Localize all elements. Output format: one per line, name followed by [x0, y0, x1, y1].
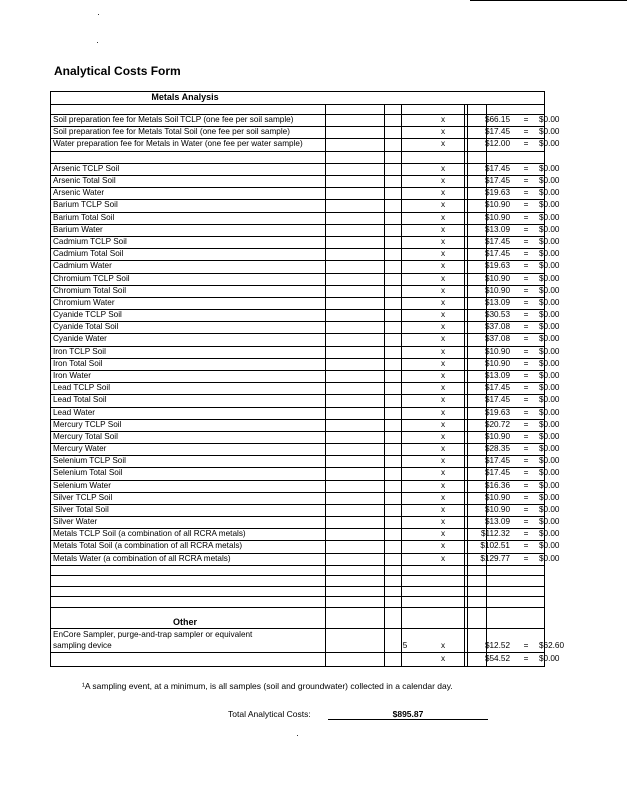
table-row [50, 333, 560, 345]
equals-sign: = [523, 115, 529, 124]
row-divider [50, 596, 545, 597]
table-row [50, 138, 560, 150]
line-total: $0.00 [539, 346, 560, 356]
item-description: Cyanide Total Soil [53, 322, 119, 332]
multiply-sign: x [440, 654, 446, 663]
quantity-field[interactable]: 5 [402, 641, 408, 650]
equals-sign: = [523, 346, 529, 356]
item-description: Water preparation fee for Metals in Water (one fee per water sample) [53, 139, 303, 149]
equals-sign: = [523, 310, 529, 320]
line-total: $0.00 [539, 468, 560, 478]
item-description: Mercury Total Soil [53, 431, 118, 441]
multiply-sign: x [440, 310, 446, 320]
equals-sign: = [523, 370, 529, 380]
footnote: ¹A sampling event, at a minimum, is all samples (soil and groundwater) collected in a calendar day. [82, 681, 453, 691]
multiply-sign: x [440, 224, 446, 234]
multiply-sign: x [440, 444, 446, 454]
item-description: Iron Water [53, 370, 91, 380]
table-row [50, 163, 560, 175]
table-row [50, 504, 560, 516]
multiply-sign: x [440, 504, 446, 514]
item-description: Silver Total Soil [53, 504, 109, 514]
line-total: $0.00 [539, 456, 560, 466]
unit-price: $10.90 [484, 200, 510, 210]
item-description: Selenium Water [53, 480, 111, 490]
line-total: $0.00 [539, 492, 560, 502]
table-row [50, 528, 560, 540]
line-total: $0.00 [539, 188, 560, 198]
equals-sign: = [523, 322, 529, 332]
equals-sign: = [523, 553, 529, 563]
line-total: $0.00 [539, 249, 560, 259]
table-row [50, 653, 560, 665]
unit-price: $12.52 [484, 641, 510, 650]
line-total: $0.00 [539, 176, 560, 186]
scan-speck [297, 735, 298, 736]
multiply-sign: x [440, 529, 446, 539]
item-description: Iron TCLP Soil [53, 346, 106, 356]
line-total: $0.00 [539, 285, 560, 295]
unit-price: $10.90 [484, 273, 510, 283]
unit-price: $112.32 [481, 529, 510, 539]
table-row [50, 467, 560, 479]
unit-price: $10.90 [484, 346, 510, 356]
equals-sign: = [523, 456, 529, 466]
table-row [50, 480, 560, 492]
line-total: $0.00 [539, 541, 560, 551]
table-row [50, 248, 560, 260]
item-description: EnCore Sampler, purge-and-trap sampler or equivalent [53, 630, 253, 639]
multiply-sign: x [440, 419, 446, 429]
item-description: Arsenic Total Soil [53, 176, 116, 186]
item-description-cont: sampling device [53, 641, 112, 650]
line-total: $0.00 [539, 504, 560, 514]
table-row [50, 260, 560, 272]
multiply-sign: x [440, 200, 446, 210]
line-total: $0.00 [539, 480, 560, 490]
table-row [50, 212, 560, 224]
equals-sign: = [523, 641, 529, 650]
metals-section-header: Metals Analysis [50, 92, 320, 105]
multiply-sign: x [440, 456, 446, 466]
item-description: Lead TCLP Soil [53, 383, 111, 393]
line-total: $0.00 [539, 395, 560, 405]
line-total: $0.00 [539, 163, 560, 173]
unit-price: $54.52 [484, 654, 510, 663]
line-total: $0.00 [539, 517, 560, 527]
line-total: $0.00 [539, 139, 560, 149]
equals-sign: = [523, 444, 529, 454]
table-row [50, 419, 560, 431]
equals-sign: = [523, 212, 529, 222]
item-description: Cadmium Total Soil [53, 249, 124, 259]
unit-price: $12.00 [484, 139, 510, 149]
unit-price: $17.45 [484, 127, 510, 137]
table-row [50, 394, 560, 406]
line-total: $0.00 [539, 310, 560, 320]
equals-sign: = [523, 541, 529, 551]
multiply-sign: x [440, 541, 446, 551]
multiply-sign: x [440, 383, 446, 393]
item-description: Lead Total Soil [53, 395, 107, 405]
unit-price: $66.15 [484, 115, 510, 124]
line-total: $0.00 [539, 236, 560, 246]
table-row [50, 382, 560, 394]
item-description: Mercury Water [53, 444, 107, 454]
line-total: $0.00 [539, 334, 560, 344]
item-description: Barium Water [53, 224, 103, 234]
unit-price: $17.45 [484, 176, 510, 186]
equals-sign: = [523, 127, 529, 137]
unit-price: $17.45 [484, 456, 510, 466]
line-total: $0.00 [539, 529, 560, 539]
unit-price: $129.77 [480, 553, 510, 563]
unit-price: $16.36 [484, 480, 510, 490]
table-row [50, 431, 560, 443]
unit-price: $17.45 [484, 395, 510, 405]
line-total: $0.00 [539, 431, 560, 441]
item-description: Soil preparation fee for Metals Soil TCLP (one fee per soil sample) [53, 115, 294, 124]
unit-price: $13.09 [484, 224, 510, 234]
table-row [50, 187, 560, 199]
item-description: Metals Total Soil (a combination of all RCRA metals) [53, 541, 243, 551]
multiply-sign: x [440, 236, 446, 246]
item-description: Arsenic Water [53, 188, 105, 198]
table-row [50, 455, 560, 467]
equals-sign: = [523, 480, 529, 490]
multiply-sign: x [440, 395, 446, 405]
multiply-sign: x [440, 322, 446, 332]
item-description: Chromium Total Soil [53, 285, 127, 295]
item-description: Silver Water [53, 517, 98, 527]
item-description: Barium TCLP Soil [53, 200, 118, 210]
multiply-sign: x [440, 358, 446, 368]
item-description: Soil preparation fee for Metals Total Soil (one fee per soil sample) [53, 127, 290, 137]
equals-sign: = [523, 273, 529, 283]
multiply-sign: x [440, 334, 446, 344]
table-row [50, 370, 560, 382]
multiply-sign: x [440, 553, 446, 563]
item-description: Selenium TCLP Soil [53, 456, 126, 466]
multiply-sign: x [440, 517, 446, 527]
table-row [50, 516, 560, 528]
equals-sign: = [523, 517, 529, 527]
unit-price: $37.08 [484, 334, 510, 344]
multiply-sign: x [440, 127, 446, 137]
unit-price: $17.45 [484, 163, 510, 173]
equals-sign: = [523, 492, 529, 502]
equals-sign: = [523, 431, 529, 441]
multiply-sign: x [440, 480, 446, 490]
table-row [50, 236, 560, 248]
multiply-sign: x [440, 468, 446, 478]
line-total: $0.00 [539, 654, 560, 663]
multiply-sign: x [440, 273, 446, 283]
line-total: $0.00 [539, 212, 560, 222]
equals-sign: = [523, 529, 529, 539]
equals-sign: = [523, 249, 529, 259]
equals-sign: = [523, 468, 529, 478]
table-row [50, 321, 560, 333]
total-value: $895.87 [328, 709, 488, 720]
multiply-sign: x [440, 115, 446, 124]
unit-price: $10.90 [484, 212, 510, 222]
equals-sign: = [523, 224, 529, 234]
form-title: Analytical Costs Form [54, 64, 181, 78]
item-description: Mercury TCLP Soil [53, 419, 122, 429]
unit-price: $13.09 [484, 297, 510, 307]
equals-sign: = [523, 297, 529, 307]
table-row [50, 358, 560, 370]
multiply-sign: x [440, 249, 446, 259]
unit-price: $13.09 [484, 370, 510, 380]
equals-sign: = [523, 163, 529, 173]
line-total: $0.00 [539, 127, 560, 137]
table-row [50, 346, 560, 358]
unit-price: $19.63 [484, 261, 510, 271]
table-row [50, 443, 560, 455]
multiply-sign: x [440, 407, 446, 417]
line-total: $0.00 [539, 200, 560, 210]
item-description: Lead Water [53, 407, 96, 417]
multiply-sign: x [440, 492, 446, 502]
unit-price: $17.45 [484, 468, 510, 478]
unit-price: $10.90 [484, 504, 510, 514]
multiply-sign: x [440, 370, 446, 380]
line-total: $0.00 [539, 383, 560, 393]
item-description: Cyanide TCLP Soil [53, 310, 122, 320]
multiply-sign: x [440, 297, 446, 307]
equals-sign: = [523, 395, 529, 405]
table-row [50, 175, 560, 187]
table-row [50, 629, 565, 652]
line-total: $0.00 [539, 358, 560, 368]
multiply-sign: x [440, 212, 446, 222]
total-label: Total Analytical Costs: [228, 709, 311, 719]
multiply-sign: x [440, 163, 446, 173]
table-row [50, 540, 560, 552]
equals-sign: = [523, 200, 529, 210]
item-description: Silver TCLP Soil [53, 492, 113, 502]
multiply-sign: x [440, 641, 446, 650]
equals-sign: = [523, 176, 529, 186]
other-section-header: Other [172, 617, 197, 627]
table-row [50, 224, 560, 236]
unit-price: $10.90 [484, 285, 510, 295]
line-total: $0.00 [539, 224, 560, 234]
line-total: $0.00 [539, 444, 560, 454]
line-total: $0.00 [539, 115, 560, 124]
equals-sign: = [523, 407, 529, 417]
multiply-sign: x [440, 188, 446, 198]
item-description: Arsenic TCLP Soil [53, 163, 120, 173]
equals-sign: = [523, 261, 529, 271]
multiply-sign: x [440, 346, 446, 356]
item-description: Cadmium TCLP Soil [53, 236, 127, 246]
unit-price: $17.45 [484, 383, 510, 393]
unit-price: $10.90 [484, 492, 510, 502]
unit-price: $20.72 [484, 419, 510, 429]
equals-sign: = [523, 654, 529, 663]
table-row [50, 492, 560, 504]
scan-speck [98, 14, 99, 15]
row-divider [50, 607, 545, 608]
unit-price: $102.51 [480, 541, 510, 551]
row-divider [50, 104, 545, 105]
item-description: Metals Water (a combination of all RCRA metals) [53, 553, 231, 563]
table-row [50, 126, 560, 138]
line-total: $0.00 [539, 322, 560, 332]
item-description: Cyanide Water [53, 334, 107, 344]
line-total: $62.60 [539, 641, 565, 650]
equals-sign: = [523, 504, 529, 514]
line-total: $0.00 [539, 419, 560, 429]
table-row [50, 285, 560, 297]
scan-speck [97, 42, 98, 43]
item-description: Iron Total Soil [53, 358, 103, 368]
equals-sign: = [523, 285, 529, 295]
equals-sign: = [523, 188, 529, 198]
line-total: $0.00 [539, 553, 560, 563]
table-row [50, 553, 560, 565]
table-row [50, 273, 560, 285]
table-row [50, 114, 560, 126]
row-divider [50, 586, 545, 587]
line-total: $0.00 [539, 370, 560, 380]
unit-price: $37.08 [484, 322, 510, 332]
multiply-sign: x [440, 285, 446, 295]
unit-price: $30.53 [484, 310, 510, 320]
table-row [50, 309, 560, 321]
equals-sign: = [523, 139, 529, 149]
table-row [50, 407, 560, 419]
unit-price: $17.45 [484, 236, 510, 246]
line-total: $0.00 [539, 407, 560, 417]
line-total: $0.00 [539, 297, 560, 307]
unit-price: $13.09 [484, 517, 510, 527]
unit-price: $19.63 [484, 407, 510, 417]
item-description: Chromium TCLP Soil [53, 273, 130, 283]
multiply-sign: x [440, 431, 446, 441]
equals-sign: = [523, 419, 529, 429]
table-row [50, 199, 560, 211]
top-edge-line [470, 0, 627, 1]
unit-price: $10.90 [484, 431, 510, 441]
row-divider [50, 565, 545, 566]
item-description: Selenium Total Soil [53, 468, 123, 478]
equals-sign: = [523, 383, 529, 393]
equals-sign: = [523, 236, 529, 246]
line-total: $0.00 [539, 261, 560, 271]
equals-sign: = [523, 358, 529, 368]
item-description: Chromium Water [53, 297, 115, 307]
unit-price: $28.35 [484, 444, 510, 454]
table-row [50, 297, 560, 309]
item-description: Cadmium Water [53, 261, 112, 271]
multiply-sign: x [440, 139, 446, 149]
row-divider [50, 575, 545, 576]
equals-sign: = [523, 334, 529, 344]
item-description: Barium Total Soil [53, 212, 115, 222]
multiply-sign: x [440, 261, 446, 271]
row-divider [50, 151, 545, 152]
unit-price: $19.63 [484, 188, 510, 198]
item-description: Metals TCLP Soil (a combination of all RCRA metals) [53, 529, 246, 539]
unit-price: $17.45 [484, 249, 510, 259]
multiply-sign: x [440, 176, 446, 186]
unit-price: $10.90 [484, 358, 510, 368]
line-total: $0.00 [539, 273, 560, 283]
